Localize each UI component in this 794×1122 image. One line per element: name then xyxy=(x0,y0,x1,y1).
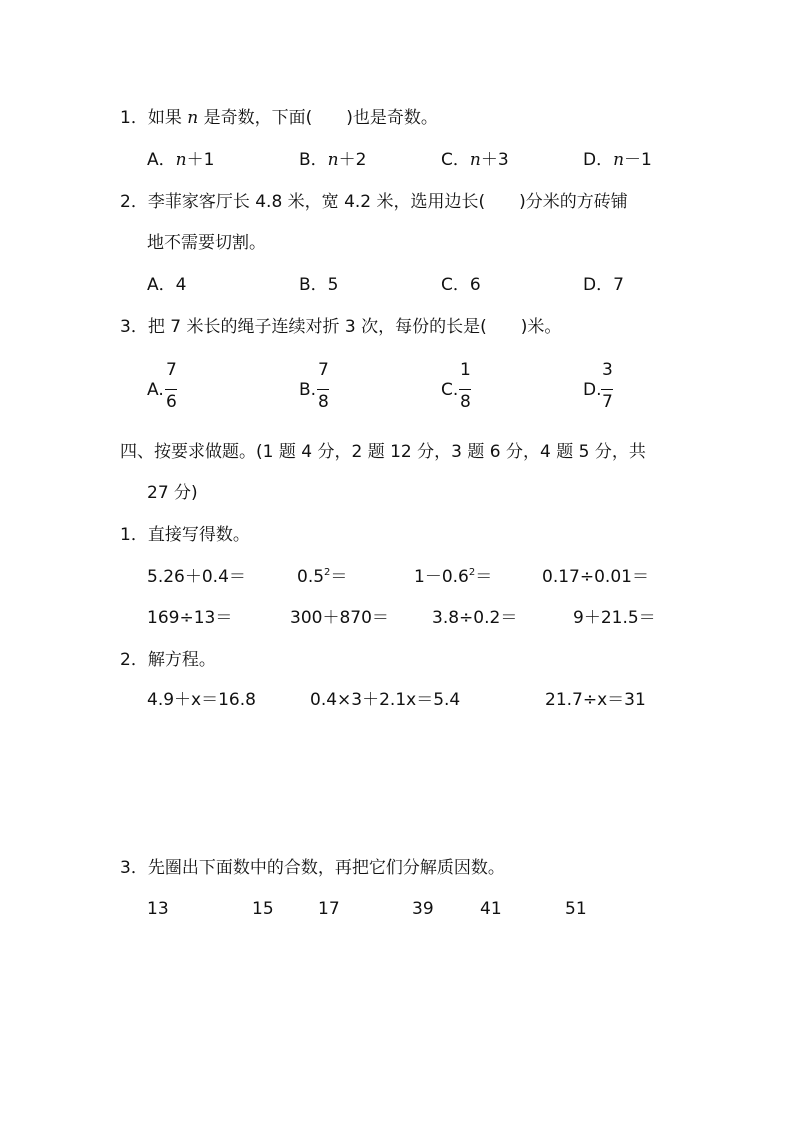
calc-exponent: 2 xyxy=(468,567,476,578)
option-label: C． xyxy=(441,150,470,170)
mc-q2-option-c: C．6 xyxy=(441,275,481,295)
mc-q1-stem-part2: 是奇数，下面( )也是奇数。 xyxy=(198,108,438,128)
option-label: B． xyxy=(299,150,328,170)
section4-heading-line2: 27 分) xyxy=(147,483,198,503)
section4-q1-number: 1． xyxy=(120,525,148,545)
section4-q3-title xyxy=(120,858,505,878)
mc-q3-option-b xyxy=(299,360,359,420)
number-item: 51 xyxy=(565,899,587,919)
option-label: A． xyxy=(147,150,176,170)
fraction-bar xyxy=(459,389,471,390)
section4-q1-title-text: 直接写得数。 xyxy=(147,525,250,545)
mc-q3-option-a xyxy=(147,360,207,420)
option-label: D． xyxy=(583,150,614,170)
option-label: D. xyxy=(583,380,602,400)
equation: 21.7÷x＝31 xyxy=(545,690,646,710)
option-label: B. xyxy=(299,380,317,400)
number-item: 41 xyxy=(480,899,502,919)
calc-item: 300＋870＝ xyxy=(290,608,389,628)
option-variable: n xyxy=(613,150,625,170)
calc-expression: 0.5 xyxy=(297,567,325,587)
section4-q2-number: 2． xyxy=(120,650,148,670)
mc-q2-number: 2． xyxy=(120,192,148,212)
fraction-numerator: 3 xyxy=(602,360,613,380)
number-item: 39 xyxy=(412,899,434,919)
option-expression: －1 xyxy=(624,150,652,170)
equation: 0.4×3＋2.1x＝5.4 xyxy=(310,690,461,710)
mc-q3-number: 3． xyxy=(120,317,148,337)
mc-q2-option-d: D．7 xyxy=(583,275,624,295)
calc-expression: 5.26＋0.4＝ xyxy=(147,567,246,587)
number-item: 17 xyxy=(318,899,340,919)
equation: 4.9＋x＝16.8 xyxy=(147,690,256,710)
section4-q3-title-text: 先圈出下面数中的合数，再把它们分解质因数。 xyxy=(147,858,505,878)
fraction-numerator: 1 xyxy=(460,360,471,380)
calc-expression: 1－0.6 xyxy=(414,567,469,587)
fraction-bar xyxy=(601,389,613,390)
section4-q1-title xyxy=(120,525,250,545)
mc-q2-stem-line2: 地不需要切割。 xyxy=(147,233,266,253)
mc-q2-stem-text: 李菲家客厅长 4.8 米，宽 4.2 米，选用边长( )分米的方砖铺 xyxy=(147,192,628,212)
calc-expression: 0.17÷0.01＝ xyxy=(542,567,649,587)
calc-item xyxy=(542,567,649,587)
number-item: 15 xyxy=(252,899,274,919)
mc-q2-option-a: A．4 xyxy=(147,275,187,295)
calc-equals: ＝ xyxy=(475,567,493,587)
mc-q1-number: 1． xyxy=(120,108,148,128)
calc-item: 3.8÷0.2＝ xyxy=(432,608,518,628)
option-label: A. xyxy=(147,380,164,400)
fraction-numerator: 7 xyxy=(318,360,329,380)
calc-item xyxy=(147,567,246,587)
calc-exponent: 2 xyxy=(324,567,331,578)
calc-equals: ＝ xyxy=(330,567,348,587)
fraction-denominator: 8 xyxy=(318,392,329,412)
mc-q1-stem xyxy=(120,108,438,128)
mc-q1-option-c xyxy=(441,150,509,170)
mc-q1-option-a xyxy=(147,150,214,170)
mc-q2-option-b: B．5 xyxy=(299,275,339,295)
option-expression: ＋3 xyxy=(480,150,509,170)
option-expression: ＋1 xyxy=(186,150,215,170)
calc-item xyxy=(297,567,347,587)
section4-q3-number: 3． xyxy=(120,858,148,878)
section4-q2-title xyxy=(120,650,216,670)
mc-q1-option-d xyxy=(583,150,652,170)
mc-q3-stem xyxy=(120,317,561,337)
calc-item xyxy=(414,567,492,587)
section4-q2-title-text: 解方程。 xyxy=(147,650,216,670)
number-item: 13 xyxy=(147,899,169,919)
mc-q3-option-c xyxy=(441,360,501,420)
fraction-bar xyxy=(165,389,177,390)
option-variable: n xyxy=(327,150,339,170)
option-label: C. xyxy=(441,380,459,400)
fraction-denominator: 7 xyxy=(602,392,613,412)
calc-item: 9＋21.5＝ xyxy=(573,608,656,628)
calc-item: 169÷13＝ xyxy=(147,608,233,628)
option-variable: n xyxy=(175,150,187,170)
fraction-numerator: 7 xyxy=(166,360,177,380)
mc-q3-stem-text: 把 7 米长的绳子连续对折 3 次，每份的长是( )米。 xyxy=(147,317,562,337)
mc-q2-stem-line1 xyxy=(120,192,628,212)
mc-q1-option-b xyxy=(299,150,366,170)
fraction-bar xyxy=(317,389,329,390)
fraction-denominator: 6 xyxy=(166,392,177,412)
option-expression: ＋2 xyxy=(338,150,367,170)
mc-q3-option-d xyxy=(583,360,643,420)
option-variable: n xyxy=(469,150,481,170)
fraction-denominator: 8 xyxy=(460,392,471,412)
mc-q1-stem-variable: n xyxy=(187,108,199,128)
mc-q1-stem-part1: 如果 xyxy=(147,108,188,128)
section4-heading-line1: 四、按要求做题。(1 题 4 分，2 题 12 分，3 题 6 分，4 题 5 分，共 xyxy=(120,442,646,462)
